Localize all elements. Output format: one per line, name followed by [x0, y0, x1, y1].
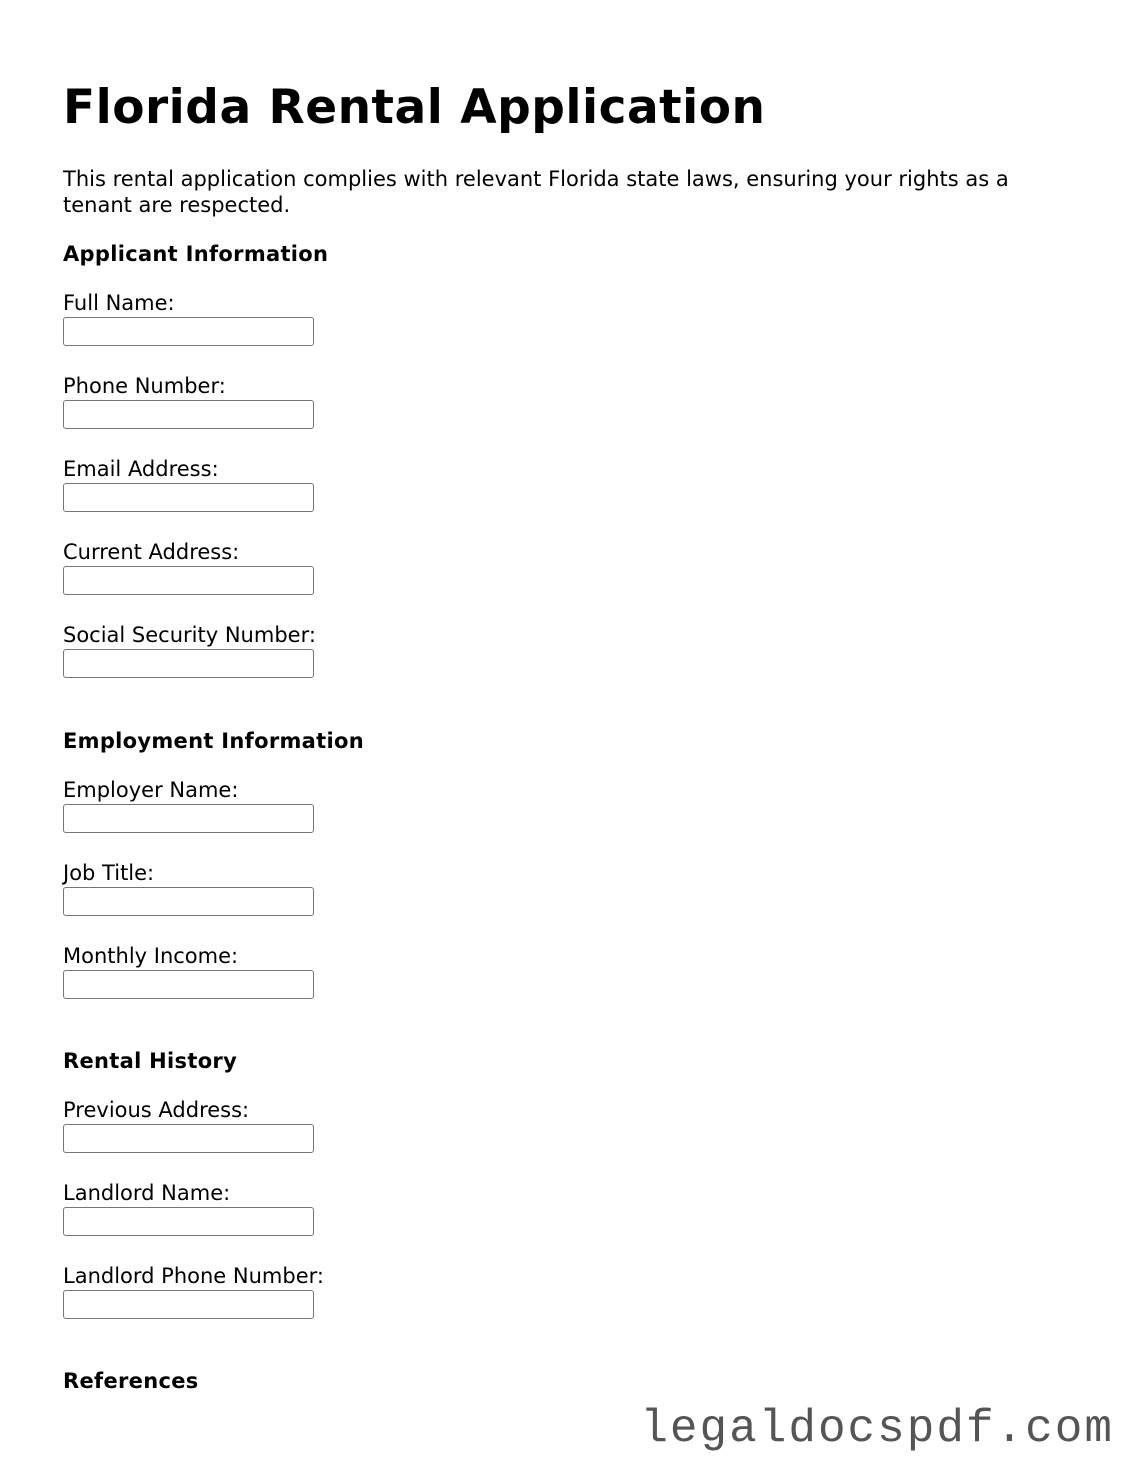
ssn-input[interactable]	[63, 649, 314, 678]
field-previous-address	[63, 1097, 314, 1153]
previous-address-input[interactable]	[63, 1124, 314, 1153]
field-email-address	[63, 456, 314, 512]
watermark-text: legaldocspdf.com	[640, 1403, 1114, 1455]
intro-text: This rental application complies with relevant Florida state laws, ensuring your rights as a tenant are respected.	[63, 167, 1009, 217]
field-landlord-phone	[63, 1263, 324, 1319]
previous-address-label: Previous Address:	[63, 1098, 250, 1122]
phone-number-input[interactable]	[63, 400, 314, 429]
field-full-name	[63, 290, 314, 346]
field-landlord-name	[63, 1180, 314, 1236]
current-address-label: Current Address:	[63, 540, 240, 564]
monthly-income-label: Monthly Income:	[63, 944, 239, 968]
landlord-name-input[interactable]	[63, 1207, 314, 1236]
full-name-label: Full Name:	[63, 291, 175, 315]
landlord-phone-input[interactable]	[63, 1290, 314, 1319]
email-address-input[interactable]	[63, 483, 314, 512]
section-heading-rental-history: Rental History	[63, 1049, 238, 1073]
field-phone-number	[63, 373, 314, 429]
email-address-label: Email Address:	[63, 457, 219, 481]
ssn-label: Social Security Number:	[63, 623, 316, 647]
employer-name-input[interactable]	[63, 804, 314, 833]
landlord-name-label: Landlord Name:	[63, 1181, 231, 1205]
job-title-input[interactable]	[63, 887, 314, 916]
field-ssn	[63, 622, 316, 678]
employer-name-label: Employer Name:	[63, 778, 239, 802]
page-title: Florida Rental Application	[63, 80, 766, 135]
section-heading-references: References	[63, 1369, 199, 1393]
job-title-label: Job Title:	[63, 861, 155, 885]
full-name-input[interactable]	[63, 317, 314, 346]
field-job-title	[63, 860, 314, 916]
current-address-input[interactable]	[63, 566, 314, 595]
section-heading-applicant: Applicant Information	[63, 242, 329, 266]
section-heading-employment: Employment Information	[63, 729, 364, 753]
field-monthly-income	[63, 943, 314, 999]
landlord-phone-label: Landlord Phone Number:	[63, 1264, 324, 1288]
field-current-address	[63, 539, 314, 595]
monthly-income-input[interactable]	[63, 970, 314, 999]
field-employer-name	[63, 777, 314, 833]
phone-number-label: Phone Number:	[63, 374, 226, 398]
